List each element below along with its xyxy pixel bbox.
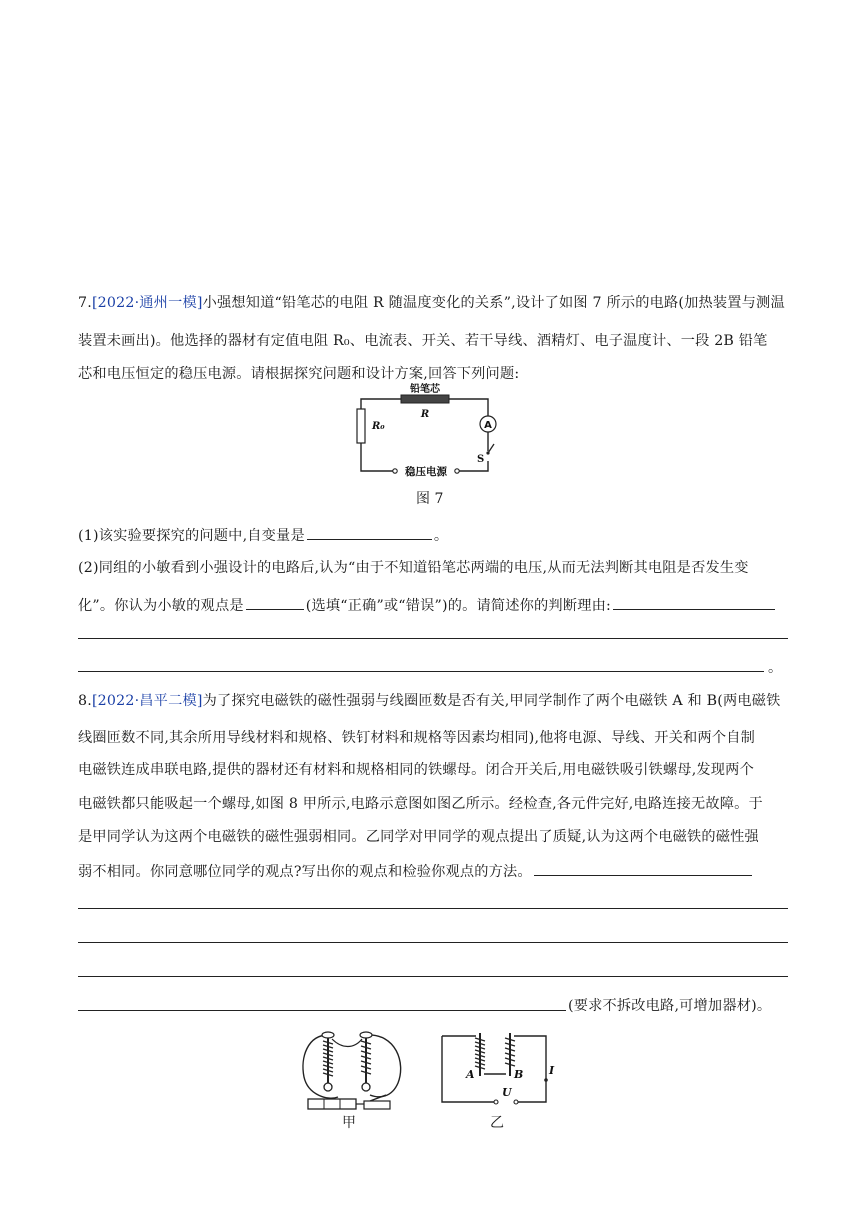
- nail-head-b: [360, 1032, 372, 1038]
- q7-line-3: 芯和电压恒定的稳压电源。请根据探究问题和设计方案,回答下列问题:: [78, 366, 520, 382]
- current-arrow-dot: [544, 1078, 548, 1082]
- figure-8-jia-apparatus: [298, 1027, 408, 1117]
- q8-answer-blank[interactable]: [534, 861, 752, 876]
- iron-nut-b: [362, 1083, 370, 1091]
- label-R0: R₀: [372, 421, 385, 432]
- source-terminal-left: [393, 469, 397, 473]
- figure-8-caption-yi: 乙: [490, 1115, 504, 1131]
- q7-line-2: 装置未画出)。他选择的器材有定值电阻 R₀、电流表、开关、若干导线、酒精灯、电子温度计、一段 2B 铅笔: [78, 333, 768, 349]
- q7-sub1-text: (1)该实验要探究的问题中,自变量是: [78, 528, 305, 544]
- switch-lever: [488, 444, 494, 453]
- figure-8-caption-jia: 甲: [342, 1115, 356, 1131]
- q7-answer-line-2[interactable]: [78, 671, 764, 672]
- terminal-left: [494, 1100, 498, 1104]
- q8-answer-line-4[interactable]: [78, 1010, 566, 1011]
- q8-line-4: 电磁铁都只能吸起一个螺母,如图 8 甲所示,电路示意图如图乙所示。经检查,各元件完好,电路连接无故障。于: [78, 796, 763, 812]
- label-R: R: [420, 409, 430, 420]
- label-B: B: [514, 1068, 524, 1081]
- q7-sub1-answer-blank[interactable]: [307, 525, 432, 540]
- terminal-right: [514, 1100, 518, 1104]
- q8-end-note: (要求不拆改电路,可增加器材)。: [568, 998, 772, 1014]
- source-terminal-right: [455, 469, 459, 473]
- label-switch: S: [477, 454, 485, 465]
- q7-sub2-end: 。: [768, 660, 783, 676]
- figure-7-circuit: [355, 385, 505, 480]
- q7-answer-line-1[interactable]: [78, 638, 788, 639]
- label-current-I: I: [549, 1064, 555, 1077]
- q8-line-2: 线圈匝数不同,其余所用导线材料和规格、铁钉材料和规格等因素均相同),他将电源、导线、开关和两个自制: [78, 730, 755, 746]
- coil-b: [361, 1038, 371, 1083]
- switch-base: [364, 1101, 390, 1109]
- figure-8-yi-circuit: [438, 1030, 555, 1112]
- q7-sub1: [78, 525, 448, 546]
- q8-answer-line-2[interactable]: [78, 942, 788, 943]
- electromagnet-A: [475, 1033, 485, 1076]
- q8-line-1: [78, 691, 781, 711]
- wire-between-coils: [332, 1039, 362, 1047]
- wire-left-bottom: [361, 443, 393, 471]
- wire-top-left: [361, 399, 401, 409]
- q8-answer-line-1[interactable]: [78, 908, 788, 909]
- figure-7-caption: 图 7: [416, 491, 444, 507]
- nail-head-a: [322, 1032, 334, 1038]
- q7-sub2-text-a: 化”。你认为小敏的观点是: [78, 598, 244, 614]
- q7-text-1: 小强想知道“铅笔芯的电阻 R 随温度变化的关系”,设计了如图 7 所示的电路(加热装置与测温: [202, 295, 785, 311]
- q7-sub2-text-b: (选填“正确”或“错误”)的。请简述你的判断理由:: [305, 598, 611, 614]
- q8-number: 8.: [78, 693, 92, 709]
- q8-answer-line-3[interactable]: [78, 976, 788, 977]
- q8-line-5: 是甲同学认为这两个电磁铁的磁性强弱相同。乙同学对甲同学的观点提出了质疑,认为这两个电磁铁的磁性强: [78, 829, 759, 845]
- q7-sub2-line-1: (2)同组的小敏看到小强设计的电路后,认为“由于不知道铅笔芯两端的电压,从而无法判断其电阻是否发生变: [78, 560, 749, 576]
- label-ammeter: A: [484, 420, 492, 431]
- label-power-source: 稳压电源: [405, 466, 447, 478]
- q8-text-6: 弱不相同。你同意哪位同学的观点?写出你的观点和检验你观点的方法。: [78, 864, 532, 880]
- q8-line-6: [78, 861, 754, 882]
- pencil-lead-resistor: [401, 395, 449, 403]
- q7-source: [2022·通州一模]: [91, 295, 203, 311]
- battery-box: [308, 1099, 356, 1109]
- q7-sub2-line-2: [78, 595, 777, 616]
- q7-sub2-reason-blank[interactable]: [613, 595, 775, 610]
- q8-line-3: 电磁铁连成串联电路,提供的器材还有材料和规格相同的铁螺母。闭合开关后,用电磁铁吸引铁螺母,发现两个: [78, 762, 754, 778]
- coil-a: [323, 1038, 333, 1083]
- q8-text-1: 为了探究电磁铁的磁性强弱与线圈匝数是否有关,甲同学制作了两个电磁铁 A 和 B(两电磁铁: [202, 693, 781, 709]
- label-pencil-lead: 铅笔芯: [410, 384, 440, 395]
- label-A: A: [466, 1068, 475, 1081]
- q7-sub2-opinion-blank[interactable]: [246, 595, 304, 610]
- fixed-resistor-R0: [357, 409, 365, 443]
- iron-nut-a: [324, 1083, 332, 1091]
- wire-loop-right: [366, 1035, 401, 1097]
- q7-number: 7.: [78, 295, 92, 311]
- wire-top-right: [449, 399, 488, 416]
- label-voltage-U: U: [502, 1086, 512, 1099]
- q8-source: [2022·昌平二模]: [91, 693, 203, 709]
- q7-line-1: [78, 293, 785, 313]
- q7-sub1-end: 。: [433, 528, 449, 544]
